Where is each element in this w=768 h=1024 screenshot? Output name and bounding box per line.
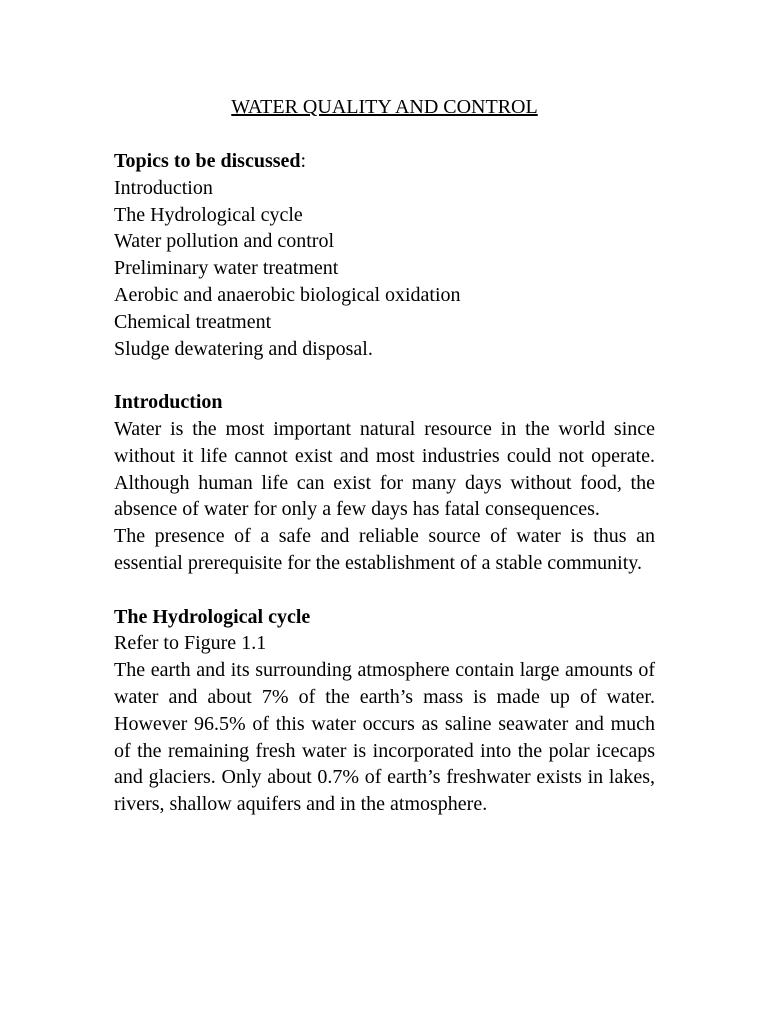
introduction-paragraph: Water is the most important natural resource in the world since without it life cannot exist and most industries could not operate. Although human life can exist for many days without food, the absence of water for only a few days has fatal consequences. <box>114 417 655 521</box>
topics-list <box>114 175 655 363</box>
introduction-paragraph: The presence of a safe and reliable source of water is thus an essential prerequisite for the establishment of a stable community. <box>114 525 655 574</box>
introduction-section <box>114 389 655 577</box>
document-title: WATER QUALITY AND CONTROL <box>231 96 538 118</box>
figure-reference: Refer to Figure 1.1 <box>114 632 267 655</box>
topics-heading-colon: : <box>300 150 307 172</box>
hydrological-cycle-paragraph: The earth and its surrounding atmosphere contain large amounts of water and about 7% of the earth’s mass is made up of water. However 96.5% of this water occurs as saline seawater and much of the remaining fresh water is incorporated into the polar icecaps and glaciers. Only about 0.7% of earth’s freshwater exists in lakes, rivers, shallow aquifers and in the atmosphere. <box>114 659 655 816</box>
topic-item: The Hydrological cycle <box>114 203 303 226</box>
topic-item: Sludge dewatering and disposal. <box>114 337 373 360</box>
document-page <box>114 92 655 845</box>
topic-item: Water pollution and control <box>114 230 334 253</box>
topics-heading <box>114 148 655 175</box>
topic-item: Introduction <box>114 176 213 199</box>
topic-item: Preliminary water treatment <box>114 257 339 280</box>
hydrological-cycle-heading: The Hydrological cycle <box>114 605 311 628</box>
topic-item: Chemical treatment <box>114 310 272 333</box>
topic-item: Aerobic and anaerobic biological oxidation <box>114 283 461 306</box>
topics-heading-text: Topics to be discussed <box>114 150 301 172</box>
introduction-heading: Introduction <box>114 391 223 414</box>
hydrological-cycle-section <box>114 604 655 818</box>
